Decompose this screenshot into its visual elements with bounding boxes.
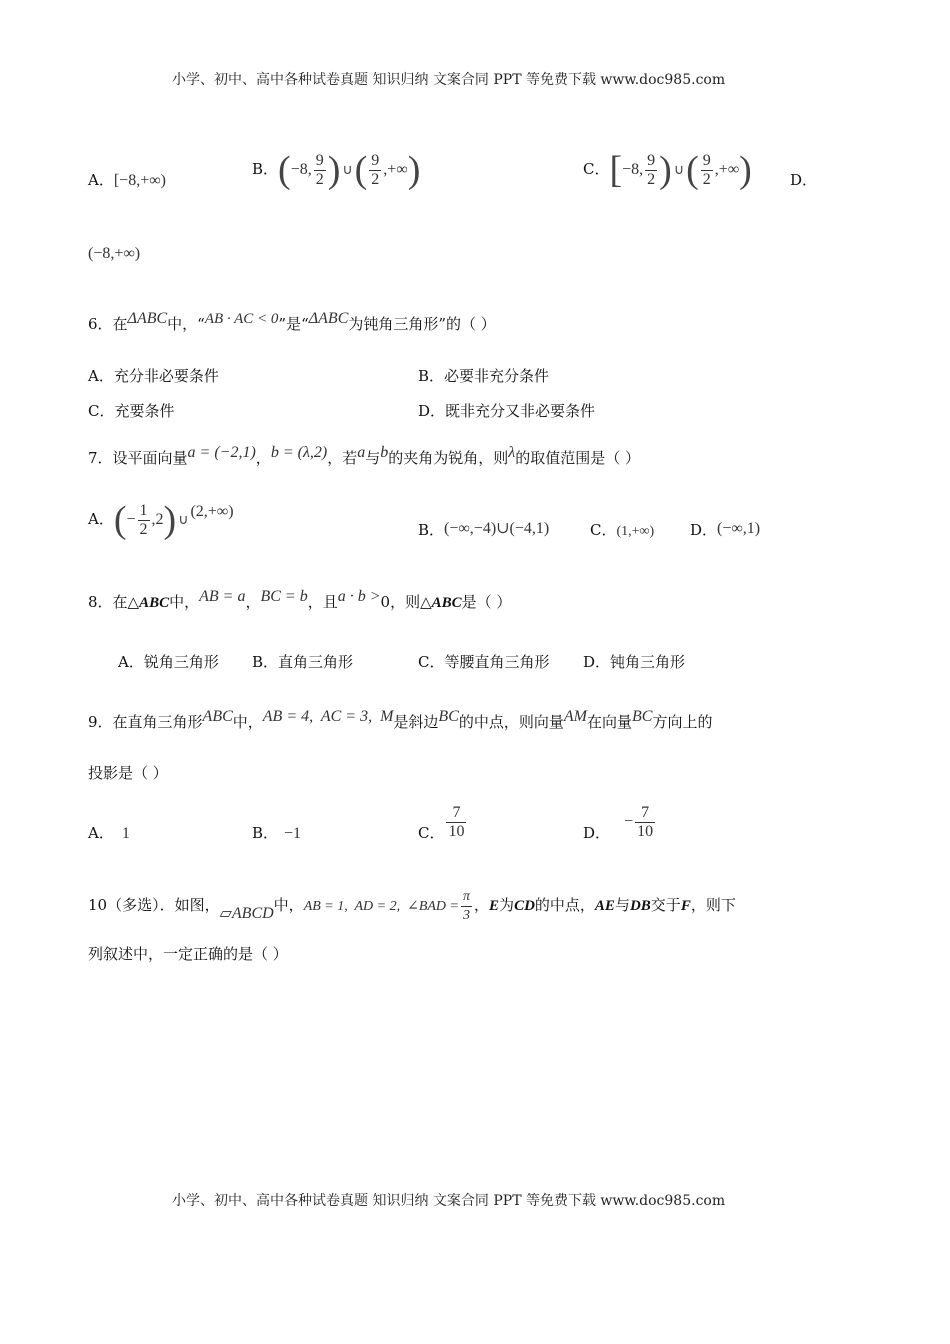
stem-text: 中， bbox=[232, 713, 263, 731]
stem-text: 中， bbox=[273, 896, 304, 914]
math-expression: AB = 1, AD = 2, ∠BAD = bbox=[303, 899, 459, 914]
q9-option-a bbox=[88, 823, 130, 844]
option-label: B． bbox=[418, 521, 445, 539]
q7-number: 7．设平面向量 bbox=[88, 449, 188, 467]
math-expression: − bbox=[624, 813, 634, 830]
page-footer: 小学、初中、高中各种试卷真题 知识归纳 文案合同 PPT 等免费下载 www.doc985.com bbox=[172, 1193, 726, 1209]
math-expression: BC bbox=[438, 708, 459, 725]
q10-stem bbox=[88, 883, 736, 929]
math-expression: ABC bbox=[202, 708, 233, 725]
fraction-denominator: 2 bbox=[315, 170, 324, 188]
option-label: C． bbox=[418, 824, 445, 842]
stem-text: 的取值范围是（ ） bbox=[515, 449, 640, 467]
q8-number: 8．在△ bbox=[88, 593, 140, 611]
math-expression: b bbox=[380, 444, 389, 461]
fraction bbox=[369, 152, 381, 189]
q7-stem bbox=[88, 444, 640, 469]
math-expression: AB · AC < 0 bbox=[204, 311, 279, 327]
stem-text: 方向上的 bbox=[652, 713, 713, 731]
stem-text: ，若 bbox=[327, 449, 358, 467]
math-expression: 1 bbox=[121, 825, 130, 842]
right-paren: ) bbox=[327, 149, 341, 191]
left-paren: ( bbox=[686, 149, 699, 191]
stem-text: ，且 bbox=[307, 593, 338, 611]
stem-text: 中，“ bbox=[167, 315, 205, 333]
stem-text: 中， bbox=[169, 593, 200, 611]
fraction bbox=[314, 152, 326, 189]
right-paren: ) bbox=[659, 149, 672, 191]
math-expression: ▱ABCD bbox=[219, 905, 274, 922]
q5-option-a bbox=[88, 170, 166, 191]
union-symbol: ∪ bbox=[178, 512, 189, 528]
math-expression: (2,+∞) bbox=[190, 503, 234, 520]
segment-label: CD bbox=[514, 898, 535, 914]
left-paren: ( bbox=[113, 499, 127, 541]
stem-text: 为 bbox=[499, 896, 515, 914]
right-paren: ) bbox=[739, 149, 752, 191]
option-label: A． bbox=[88, 824, 114, 842]
math-expression: −1 bbox=[284, 825, 302, 842]
fraction bbox=[645, 152, 657, 189]
q9-stem-line2: 投影是（ ） bbox=[88, 764, 168, 782]
q8-stem bbox=[88, 588, 512, 613]
fraction-denominator: 2 bbox=[371, 170, 380, 188]
q6-option-a: A．充分非必要条件 bbox=[88, 367, 219, 385]
stem-text: 的中点， bbox=[534, 896, 595, 914]
q5-option-c bbox=[583, 146, 752, 193]
option-label: C． bbox=[590, 521, 617, 539]
math-expression: λ bbox=[508, 444, 516, 461]
q6-option-b: B．必要非充分条件 bbox=[418, 367, 550, 385]
option-label: B． bbox=[252, 824, 279, 842]
right-paren: ) bbox=[163, 499, 177, 541]
q7-option-c bbox=[590, 520, 654, 542]
stem-text: 0，则△ bbox=[380, 593, 432, 611]
fraction-denominator: 10 bbox=[448, 822, 465, 840]
math-expression: ,+∞ bbox=[714, 161, 740, 178]
q7-option-a bbox=[88, 496, 234, 543]
stem-text: 与 bbox=[365, 449, 381, 467]
fraction bbox=[701, 152, 713, 189]
stem-text: 的夹角为锐角，则 bbox=[388, 449, 509, 467]
math-expression: b = (λ,2) bbox=[270, 444, 328, 461]
triangle-name: ABC bbox=[139, 595, 170, 611]
q8-option-c: C．等腰直角三角形 bbox=[418, 653, 550, 671]
left-paren: ( bbox=[278, 149, 291, 191]
segment-label: AE bbox=[594, 898, 615, 914]
point-label: E bbox=[489, 898, 500, 914]
math-expression: AB = 4, AC = 3, M bbox=[262, 708, 394, 725]
fraction-numerator: 7 bbox=[452, 803, 461, 821]
fraction-denominator: 3 bbox=[461, 906, 472, 925]
math-expression: BC = b bbox=[260, 588, 308, 605]
fraction bbox=[138, 502, 150, 539]
fraction-denominator: 2 bbox=[702, 170, 711, 188]
q7-option-b bbox=[418, 520, 549, 541]
stem-text: 交于 bbox=[650, 896, 681, 914]
fraction-numerator: 9 bbox=[702, 151, 711, 169]
q5-option-b bbox=[252, 146, 420, 193]
segment-label: DB bbox=[629, 898, 651, 914]
fraction-numerator: π bbox=[463, 888, 471, 904]
math-expression: −8, bbox=[622, 161, 644, 178]
union-symbol: ∪ bbox=[673, 162, 685, 178]
stem-text: 是（ ） bbox=[461, 593, 512, 611]
option-label: B． bbox=[252, 160, 279, 178]
math-expression: ,2 bbox=[151, 511, 164, 528]
q6-number: 6．在 bbox=[88, 315, 128, 333]
math-expression: ΔABC bbox=[127, 310, 168, 327]
stem-text: 与 bbox=[614, 896, 630, 914]
q6-option-d: D．既非充分又非必要条件 bbox=[418, 402, 596, 420]
fraction-denominator: 10 bbox=[637, 822, 654, 840]
stem-text: ，则下 bbox=[690, 896, 736, 914]
math-expression: a = (−2,1) bbox=[187, 444, 256, 461]
q9-option-b bbox=[252, 823, 301, 844]
point-label: F bbox=[680, 898, 691, 914]
fraction-denominator: 2 bbox=[647, 170, 656, 188]
math-expression: (−∞,−4)∪(−4,1) bbox=[444, 520, 550, 537]
stem-text: 在向量 bbox=[587, 713, 633, 731]
math-expression: AM bbox=[563, 708, 587, 725]
q10-number: 10（多选）．如图， bbox=[88, 896, 220, 914]
q5-option-d-math: (−8,+∞) bbox=[88, 245, 141, 262]
q9-stem bbox=[88, 708, 713, 733]
fraction-numerator: 9 bbox=[371, 151, 380, 169]
math-expression: − bbox=[126, 511, 136, 528]
stem-text: ， bbox=[474, 896, 490, 914]
option-label: C． bbox=[583, 160, 610, 178]
option-label: D． bbox=[690, 521, 718, 539]
left-bracket: [ bbox=[609, 149, 623, 191]
stem-text: 的中点，则向量 bbox=[458, 713, 564, 731]
union-symbol: ∪ bbox=[342, 162, 353, 178]
q8-option-d: D．钝角三角形 bbox=[583, 653, 686, 671]
option-label: A． bbox=[88, 171, 114, 189]
math-expression: ,+∞ bbox=[383, 161, 408, 178]
q9-number: 9．在直角三角形 bbox=[88, 713, 203, 731]
stem-text: 是斜边 bbox=[393, 713, 439, 731]
left-paren: ( bbox=[354, 149, 368, 191]
stem-text: ”是“ bbox=[278, 315, 309, 333]
right-paren: ) bbox=[407, 149, 421, 191]
q9-option-d bbox=[583, 798, 657, 845]
q9-option-c bbox=[418, 798, 468, 844]
fraction-numerator: 1 bbox=[139, 501, 148, 519]
math-expression: (−∞,1) bbox=[717, 520, 761, 537]
q7-option-d bbox=[690, 520, 760, 541]
fraction-denominator: 2 bbox=[139, 520, 148, 538]
math-expression: a · b > bbox=[337, 588, 381, 605]
q8-option-a: A．锐角三角形 bbox=[118, 653, 219, 671]
q10-stem-line2: 列叙述中，一定正确的是（ ） bbox=[88, 945, 288, 963]
math-expression: [−8,+∞) bbox=[113, 172, 166, 189]
fraction bbox=[461, 888, 472, 925]
fraction-numerator: 9 bbox=[315, 151, 324, 169]
math-expression: −8, bbox=[290, 161, 312, 178]
q6-option-c: C．充要条件 bbox=[88, 402, 175, 420]
q5-option-d-label: D． bbox=[790, 171, 818, 189]
math-expression: a bbox=[357, 444, 366, 461]
math-expression: ΔABC bbox=[308, 310, 349, 327]
stem-text: ， bbox=[255, 449, 271, 467]
fraction bbox=[635, 804, 655, 841]
stem-text: ， bbox=[245, 593, 261, 611]
triangle-name: ABC bbox=[431, 595, 462, 611]
math-expression: BC bbox=[632, 708, 653, 725]
math-expression: (1,+∞) bbox=[616, 524, 655, 539]
fraction bbox=[446, 804, 466, 841]
q6-stem bbox=[88, 310, 496, 335]
q8-option-b: B．直角三角形 bbox=[252, 653, 354, 671]
fraction-numerator: 7 bbox=[641, 803, 650, 821]
stem-text: 为钝角三角形”的（ ） bbox=[348, 315, 496, 333]
page-header: 小学、初中、高中各种试卷真题 知识归纳 文案合同 PPT 等免费下载 www.doc985.com bbox=[172, 72, 726, 88]
fraction-numerator: 9 bbox=[647, 151, 656, 169]
math-expression: AB = a bbox=[199, 588, 246, 605]
option-label: A． bbox=[88, 510, 114, 528]
option-label: D． bbox=[583, 824, 611, 842]
